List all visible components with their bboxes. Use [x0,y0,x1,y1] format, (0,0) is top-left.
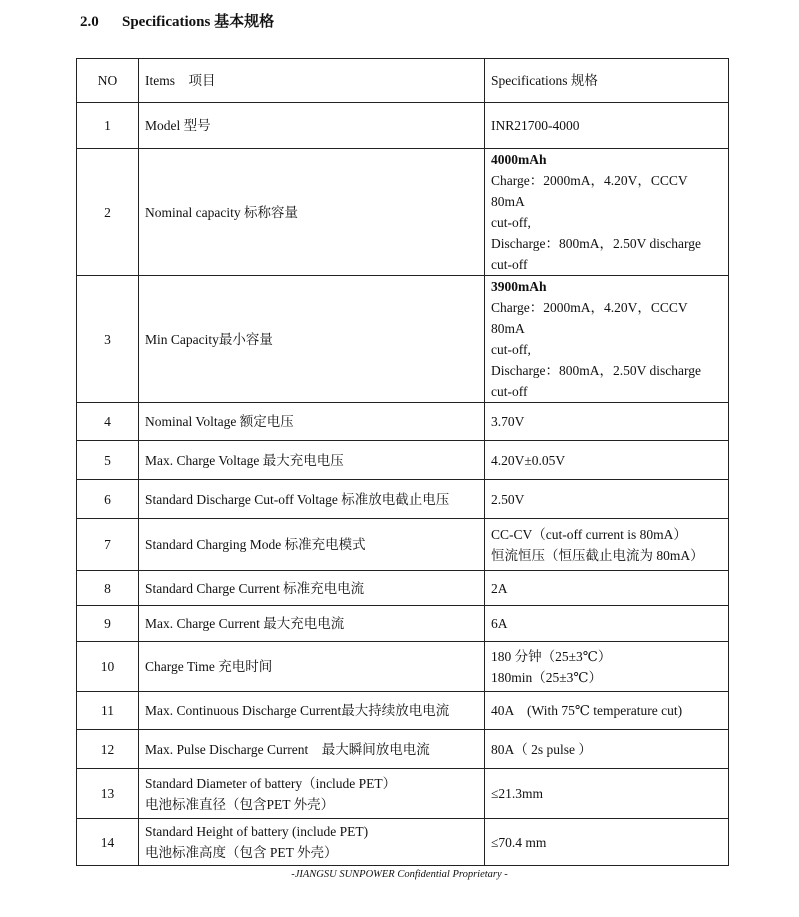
spec-line: 2.50V [491,491,525,507]
row-specification [485,276,729,403]
item-line: Min Capacity最小容量 [145,331,273,347]
spec-line: Discharge：800mA，2.50V discharge [491,363,701,378]
row-number: 11 [77,692,139,730]
spec-line: CC-CV（cut-off current is 80mA） [491,526,687,542]
row-specification [485,149,729,276]
table-row [77,441,729,480]
spec-line: ≤70.4 mm [491,834,547,850]
spec-line: 3.70V [491,414,525,429]
row-number: 10 [77,642,139,692]
item-line: Nominal capacity 标称容量 [145,204,298,220]
spec-line: Discharge：800mA，2.50V discharge [491,236,701,251]
item-line: Standard Discharge Cut-off Voltage 标准放电截止电压 [145,491,450,507]
row-item [139,769,485,819]
table-row [77,692,729,730]
spec-line: 180min（25±3℃） [491,669,603,685]
row-item [139,692,485,730]
row-item [139,441,485,480]
row-number: 12 [77,730,139,769]
section-title: Specifications 基本规格 [122,14,275,30]
row-number: 5 [77,441,139,480]
table-row [77,149,729,276]
row-specification [485,441,729,480]
spec-line: cut-off [491,384,528,399]
row-specification [485,519,729,571]
table-row [77,276,729,403]
table-row [77,571,729,606]
row-number: 8 [77,571,139,606]
table-row [77,642,729,692]
row-item [139,571,485,606]
header-no: NO [77,59,139,103]
table-row [77,606,729,642]
row-specification [485,692,729,730]
spec-line: 40A (With 75℃ temperature cut) [491,703,683,718]
section-heading [80,10,274,31]
row-specification [485,403,729,441]
spec-capacity-value: 3900mAh [491,279,547,294]
header-items: Items 项目 [139,59,485,103]
item-line: Max. Pulse Discharge Current 最大瞬间放电电流 [145,741,430,757]
table-row [77,103,729,149]
row-item [139,480,485,519]
row-number: 6 [77,480,139,519]
item-line: Model 型号 [145,118,211,133]
item-line: 电池标准直径（包含PET 外壳） [145,796,335,812]
row-item [139,149,485,276]
row-number: 9 [77,606,139,642]
table-row [77,519,729,571]
table-row [77,403,729,441]
row-specification [485,642,729,692]
row-item [139,730,485,769]
row-number: 2 [77,149,139,276]
spec-line: 4.20V±0.05V [491,452,566,468]
specifications-table [76,58,729,866]
row-item [139,103,485,149]
item-line: Max. Charge Current 最大充电电流 [145,616,345,631]
row-item [139,403,485,441]
row-specification [485,571,729,606]
spec-line: 80A（ 2s pulse ） [491,741,592,757]
spec-line: INR21700-4000 [491,118,580,133]
item-line: Standard Charging Mode 标准充电模式 [145,537,366,552]
spec-line: Charge：2000mA，4.20V，CCCV 80mA [491,300,688,336]
row-number: 14 [77,819,139,866]
row-specification [485,730,729,769]
spec-capacity-value: 4000mAh [491,152,547,167]
row-number: 7 [77,519,139,571]
footer-confidential: -JIANGSU SUNPOWER Confidential Proprietary - [291,869,508,880]
row-item [139,642,485,692]
spec-line: 2A [491,580,508,596]
row-specification [485,103,729,149]
row-specification [485,606,729,642]
item-line: Max. Charge Voltage 最大充电电压 [145,452,344,468]
item-line: Max. Continuous Discharge Current最大持续放电电流 [145,703,450,718]
spec-line: 180 分钟（25±3℃） [491,648,612,664]
row-item [139,819,485,866]
row-specification [485,769,729,819]
item-line: Standard Height of battery (include PET) [145,824,369,839]
table-row [77,480,729,519]
table-row [77,769,729,819]
row-number: 3 [77,276,139,403]
item-line: Nominal Voltage 额定电压 [145,414,294,429]
table-row [77,730,729,769]
item-line: Standard Charge Current 标准充电电流 [145,580,365,596]
row-item [139,519,485,571]
row-item [139,276,485,403]
spec-line: Charge：2000mA，4.20V，CCCV 80mA [491,173,688,209]
table-header-row [77,59,729,103]
spec-line: 恒流恒压（恒压截止电流为 80mA） [491,547,704,563]
spec-line: cut-off, [491,342,531,357]
spec-line: cut-off, [491,215,531,230]
row-number: 13 [77,769,139,819]
spec-line: ≤21.3mm [491,786,544,801]
row-item [139,606,485,642]
spec-line: cut-off [491,257,528,272]
table-row [77,819,729,866]
header-specifications: Specifications 规格 [485,59,729,103]
row-specification [485,819,729,866]
row-number: 1 [77,103,139,149]
item-line: Charge Time 充电时间 [145,659,273,674]
row-number: 4 [77,403,139,441]
section-number: 2.0 [80,14,99,30]
row-specification [485,480,729,519]
item-line: Standard Diameter of battery（include PET） [145,775,397,791]
spec-line: 6A [491,616,508,631]
item-line: 电池标准高度（包含 PET 外壳） [145,845,338,860]
